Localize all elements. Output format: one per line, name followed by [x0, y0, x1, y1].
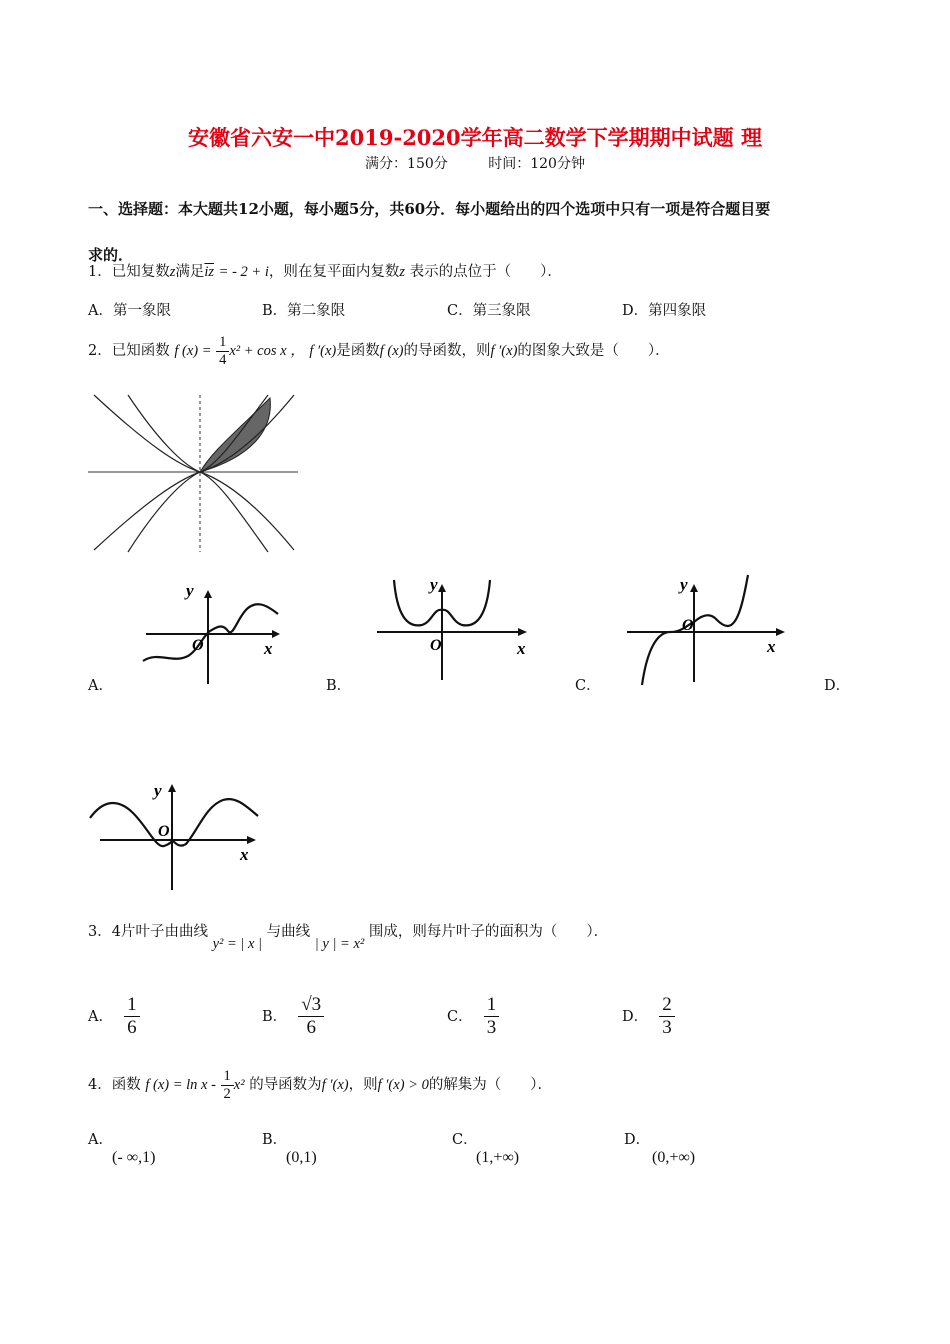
- curve-one: y² = | x |: [212, 936, 263, 952]
- graph-option-b[interactable]: [372, 570, 537, 690]
- axis-y-label: y: [430, 575, 438, 594]
- origin-label: O: [430, 637, 442, 654]
- leaf-figure: [88, 390, 298, 555]
- fraction-one-half: $\frac{1}{2}$: [221, 1068, 234, 1102]
- question-1: 1．已知复数z满足$\overline{iz}$ = - 2 + i，则在复平面内复数z 表示的点位于（ ）．: [88, 264, 562, 280]
- axis-y-label: y: [154, 781, 162, 800]
- question-2: 2．已知函数 f (x) = $\frac{1}{4}$ x² + cos x ， f ′(x)是函数f (x)的导函数，则f ′(x)的图象大致是（ ）．: [88, 334, 670, 368]
- curve-4: [128, 395, 268, 552]
- axis-x-label: x: [767, 637, 776, 656]
- q2-label-d: D．: [824, 678, 851, 694]
- exam-meta: [0, 153, 950, 173]
- origin-label: O: [192, 637, 204, 654]
- graph-option-a[interactable]: [138, 576, 288, 688]
- q4-option-b[interactable]: B． (0,1): [262, 1132, 317, 1166]
- q4-option-d[interactable]: D． (0,+∞): [624, 1132, 696, 1166]
- full-score: 满分：150分: [365, 156, 448, 172]
- graph-option-d[interactable]: [88, 778, 263, 893]
- fraction-one-quarter: $\frac{1}{4}$: [216, 334, 229, 368]
- q1-option-b[interactable]: B．第二象限: [262, 303, 346, 319]
- axis-x-label: x: [264, 639, 273, 658]
- origin-label: O: [682, 617, 694, 634]
- q2-label-a: A．: [88, 678, 113, 694]
- shaded-leaf: [200, 398, 270, 472]
- conjugate-iz: $\overline{iz}$: [204, 264, 215, 280]
- q3-option-c[interactable]: C． $\frac{1}{3}$: [447, 994, 499, 1039]
- graph-option-c[interactable]: [622, 570, 792, 690]
- question-4: 4．函数 f (x) = ln x - $\frac{1}{2}$ x² 的导函数为f ′(x)，则f ′(x) > 0的解集为（ ）．: [88, 1068, 553, 1102]
- q3-option-d[interactable]: D． $\frac{2}{3}$: [622, 994, 675, 1039]
- origin-label: O: [158, 823, 170, 840]
- section-line-1: 一、选择题：本大题共12小题，每小题5分，共60分．每小题给出的四个选项中只有一项是符合题目要: [88, 200, 771, 218]
- section-line-2: 求的．: [88, 246, 134, 264]
- page-title: 安徽省六安一中2019-2020学年高二数学下学期期中试题 理: [188, 125, 762, 150]
- axis-x-label: x: [517, 639, 526, 658]
- question-3: 3．4片叶子由曲线 y² = | x | 与曲线 | y | = x² 围成，则每片叶子的面积为（ ）．: [88, 924, 609, 952]
- exam-time: 时间：120分钟: [488, 156, 585, 172]
- q1-option-a[interactable]: A．第一象限: [88, 303, 171, 319]
- q2-label-b: B．: [326, 678, 352, 694]
- q3-option-b[interactable]: B． $\frac{√3}{6}$: [262, 994, 324, 1039]
- axis-x-label: x: [240, 845, 249, 864]
- q3-option-a[interactable]: A． $\frac{1}{6}$: [88, 994, 140, 1039]
- q4-option-c[interactable]: C． (1,+∞): [452, 1132, 520, 1166]
- q1-option-d[interactable]: D．第四象限: [622, 303, 707, 319]
- axis-y-label: y: [186, 581, 194, 600]
- curve-two: | y | = x²: [314, 936, 365, 952]
- q2-label-c: C．: [575, 678, 601, 694]
- q1-option-c[interactable]: C．第三象限: [447, 303, 531, 319]
- q4-option-a[interactable]: A． (- ∞,1): [88, 1132, 156, 1166]
- axis-y-label: y: [680, 575, 688, 594]
